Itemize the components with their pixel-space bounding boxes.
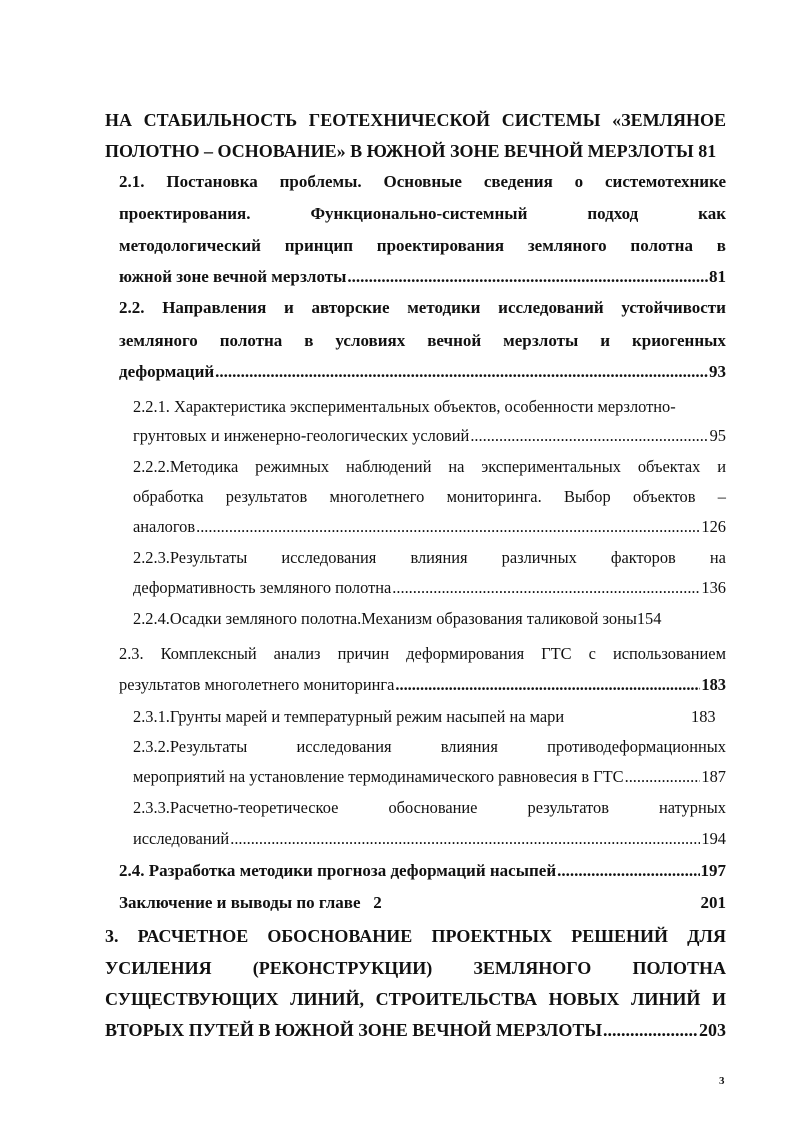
toc-word: криогенных (631, 331, 726, 350)
toc-word: режимных (255, 457, 330, 476)
toc-word: СИСТЕМЫ (501, 110, 601, 130)
toc-word: СУЩЕСТВУЮЩИХ (105, 989, 279, 1009)
toc-word: сведения (483, 172, 553, 191)
toc-word: исследования (281, 548, 377, 567)
toc-word: на (448, 457, 465, 476)
toc-word: 2.3. (119, 644, 144, 663)
toc-ch3-text: ВТОРЫХ ПУТЕЙ В ЮЖНОЙ ЗОНЕ ВЕЧНОЙ МЕРЗЛОТЫ (105, 1020, 602, 1040)
toc-2-3-1-page-number: 183 (691, 707, 716, 726)
toc-word: ПОЛОТНА (632, 958, 726, 978)
toc-word: и (600, 331, 610, 350)
toc-word: результатов (527, 798, 609, 817)
toc-word: принцип (284, 236, 353, 255)
toc-word: обработка (133, 487, 204, 506)
toc-2-3-2-text: мероприятий на установление термодинамического равновесия в ГТС (133, 767, 624, 786)
toc-2-3-3-page-number: 194 (701, 829, 726, 848)
toc-word: противодеформационных (547, 737, 726, 756)
toc-2-2-3-entry[interactable] (133, 578, 726, 598)
toc-word: влияния (410, 548, 468, 567)
toc-word: РАСЧЕТНОЕ (137, 926, 249, 946)
toc-2-3-entry[interactable] (119, 675, 726, 695)
toc-word: ПРОЕКТНЫХ (431, 926, 553, 946)
toc-word: 2.2. (119, 298, 145, 317)
toc-word: 2.1. (119, 172, 145, 191)
toc-2-2-1-text: грунтовых и инженерно-геологических условий (133, 426, 470, 445)
toc-word: в (716, 236, 726, 255)
toc-word: влияния (440, 737, 498, 756)
toc-word: Постановка (166, 172, 258, 191)
toc-2-4-text: 2.4. Разработка методики прогноза деформаций насыпей (119, 861, 557, 880)
toc-2-2-4-page-number: 154 (636, 609, 662, 628)
toc-word: земляного (527, 236, 607, 255)
toc-2-2-2-line-1 (133, 457, 726, 477)
toc-word: обоснование (388, 798, 478, 817)
toc-word: наблюдений (345, 457, 432, 476)
toc-word: ОБОСНОВАНИЕ (267, 926, 413, 946)
toc-word: системотехнике (605, 172, 726, 191)
toc-2-3-2-page-number: 187 (701, 767, 726, 786)
toc-2-3-text: результатов многолетнего мониторинга (119, 675, 395, 694)
toc-word: методики (407, 298, 481, 317)
toc-ch2-title-line-2[interactable] (105, 141, 726, 161)
toc-word: Направления (162, 298, 267, 317)
toc-word: СТРОИТЕЛЬСТВА (375, 989, 538, 1009)
toc-word: проектирования. (119, 204, 251, 223)
toc-2-2-line-2 (119, 331, 726, 351)
toc-ch3-entry[interactable] (105, 1020, 726, 1040)
toc-word: и (717, 457, 726, 476)
toc-2-1-page-number: 81 (709, 267, 726, 286)
toc-2-4-page-number: 197 (700, 861, 726, 880)
toc-word: ЗЕМЛЯНОГО (473, 958, 592, 978)
toc-word: объектах (637, 457, 701, 476)
toc-2-2-4-text: 2.2.4.Осадки земляного полотна.Механизм образования таликовой зоны (133, 609, 637, 628)
toc-word: различных (501, 548, 577, 567)
toc-word: устойчивости (621, 298, 726, 317)
toc-word: земляного (119, 331, 198, 350)
toc-2-1-line-1 (119, 172, 726, 192)
toc-word: результатов (225, 487, 308, 506)
toc-word: мерзлоты (503, 331, 579, 350)
toc-2-2-2-text: аналогов (133, 517, 196, 536)
toc-2-3-1-entry[interactable] (133, 707, 726, 727)
toc-word: НА (105, 110, 132, 130)
toc-word: мониторинга. (446, 487, 542, 506)
toc-word: НОВЫХ (548, 989, 620, 1009)
toc-leader-dots (230, 829, 700, 849)
toc-leader-dots (347, 267, 708, 287)
toc-word: с (588, 644, 596, 663)
toc-word: авторские (311, 298, 390, 317)
toc-word: Функционально-системный (310, 204, 528, 223)
toc-word: ГЕОТЕХНИЧЕСКОЙ (308, 110, 491, 130)
toc-2-2-page-number: 93 (709, 362, 726, 381)
toc-leader-dots (196, 517, 700, 537)
toc-word: в (304, 331, 314, 350)
toc-word: «ЗЕМЛЯНОЕ (612, 110, 726, 130)
toc-2-2-2-page-number: 126 (701, 517, 726, 536)
toc-2-2-1-line-1: 2.2.1. Характеристика экспериментальных объектов, особенности мерзлотно- (133, 397, 676, 416)
toc-word: 2.2.3.Результаты (133, 548, 248, 567)
toc-word: многолетнего (329, 487, 425, 506)
toc-2-3-3-line-1 (133, 798, 726, 818)
toc-2-3-2-line-1 (133, 737, 726, 757)
toc-ch3-title-line-3 (105, 989, 726, 1009)
toc-leader-dots (557, 861, 699, 881)
toc-word: вечной (427, 331, 482, 350)
toc-conclusion-text: Заключение и выводы по главе 2 (119, 893, 382, 912)
toc-leader-dots (392, 578, 700, 598)
toc-2-3-2-entry[interactable] (133, 767, 726, 787)
toc-word: ЛИНИЙ (630, 989, 701, 1009)
toc-word: деформирования (406, 644, 525, 663)
toc-2-3-page-number: 183 (701, 675, 726, 694)
toc-ch2-page-number: 81 (698, 141, 717, 161)
toc-word: Основные (383, 172, 462, 191)
toc-word: объектов (632, 487, 696, 506)
toc-conclusion-entry[interactable] (119, 893, 726, 913)
toc-word: РЕШЕНИЙ (571, 926, 669, 946)
toc-word: 2.2.2.Методика (133, 457, 239, 476)
toc-2-3-3-entry[interactable] (133, 829, 726, 849)
toc-ch3-title-line-1 (105, 926, 726, 946)
toc-2-3-1-text: 2.3.1.Грунты марей и температурный режим насыпей на мари (133, 707, 565, 726)
toc-2-2-2-entry[interactable] (133, 517, 726, 537)
toc-word: полотна (219, 331, 283, 350)
toc-2-1-line-2 (119, 204, 726, 224)
toc-word: (РЕКОНСТРУКЦИИ) (252, 958, 433, 978)
toc-2-4-entry[interactable] (119, 861, 726, 881)
toc-word: анализ (273, 644, 321, 663)
toc-leader-dots (625, 767, 701, 787)
toc-word: методологический (119, 236, 261, 255)
toc-word: полотна (630, 236, 693, 255)
toc-word: 3. (105, 926, 119, 946)
toc-ch3-title-line-2 (105, 958, 726, 978)
toc-word: подход (587, 204, 639, 223)
toc-2-2-4-entry[interactable] (133, 609, 726, 629)
toc-2-2-3-text: деформативность земляного полотна (133, 578, 392, 597)
toc-word: 2.3.3.Расчетно-теоретическое (133, 798, 339, 817)
toc-word: И (711, 989, 726, 1009)
toc-leader-dots (215, 362, 708, 382)
toc-word: условиях (335, 331, 406, 350)
toc-2-2-3-line-1 (133, 548, 726, 568)
toc-ch2-title-line-1 (105, 110, 726, 130)
toc-word: ЛИНИЙ, (290, 989, 365, 1009)
toc-word: 2.3.2.Результаты (133, 737, 248, 756)
toc-word: СТАБИЛЬНОСТЬ (143, 110, 298, 130)
toc-2-1-text: южной зоне вечной мерзлоты (119, 267, 347, 286)
toc-2-3-line-1 (119, 644, 726, 664)
toc-word: как (698, 204, 726, 223)
toc-word: экспериментальных (481, 457, 621, 476)
toc-word: Выбор (563, 487, 611, 506)
toc-word: проблемы. (279, 172, 362, 191)
toc-word: использованием (612, 644, 726, 663)
toc-2-3-3-text: исследований (133, 829, 230, 848)
toc-2-2-3-page-number: 136 (701, 578, 726, 597)
toc-word: факторов (610, 548, 676, 567)
toc-word: проектирования (376, 236, 505, 255)
toc-leader-dots (603, 1020, 698, 1040)
toc-2-2-text: деформаций (119, 362, 215, 381)
toc-word: о (574, 172, 584, 191)
toc-2-2-1-entry[interactable] (133, 426, 726, 446)
toc-ch2-title-text: ПОЛОТНО – ОСНОВАНИЕ» В ЮЖНОЙ ЗОНЕ ВЕЧНОЙ МЕРЗЛОТЫ (105, 141, 694, 161)
toc-word: и (283, 298, 294, 317)
page-number: 3 (719, 1075, 725, 1087)
toc-word: ДЛЯ (687, 926, 726, 946)
toc-word: причин (337, 644, 390, 663)
toc-leader-dots (395, 675, 700, 695)
toc-word: УСИЛЕНИЯ (105, 958, 212, 978)
toc-2-2-entry[interactable] (119, 362, 726, 382)
toc-2-2-2-line-2 (133, 487, 726, 507)
toc-word: – (717, 487, 726, 506)
toc-2-2-1-page-number: 95 (709, 426, 726, 445)
toc-2-2-line-1 (119, 298, 726, 318)
toc-word: исследований (498, 298, 604, 317)
toc-word: исследования (296, 737, 392, 756)
toc-2-1-line-3 (119, 236, 726, 256)
toc-word: ГТС (541, 644, 572, 663)
toc-ch3-page-number: 203 (699, 1020, 726, 1040)
toc-word: натурных (659, 798, 726, 817)
toc-2-1-entry[interactable] (119, 267, 726, 287)
toc-leader-dots (470, 426, 708, 446)
toc-word: Комплексный (160, 644, 257, 663)
toc-conclusion-page-number: 201 (700, 893, 726, 912)
toc-word: на (709, 548, 726, 567)
